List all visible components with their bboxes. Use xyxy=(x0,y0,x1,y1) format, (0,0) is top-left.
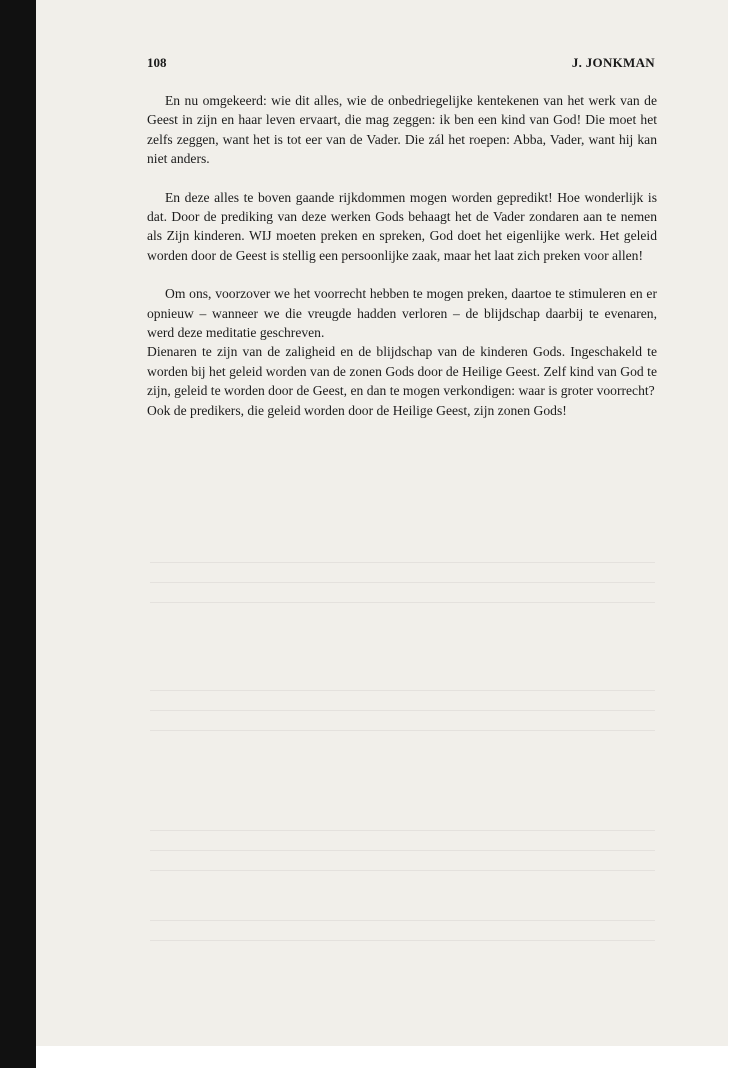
show-through-line xyxy=(150,710,655,711)
paragraph: Ook de predikers, die geleid worden door de Heilige Geest, zijn zonen Gods! xyxy=(147,402,567,418)
paragraph: En nu omgekeerd: wie dit alles, wie de onbedriegelijke kentekenen van het werk van de Geest in zijn en haar leven ervaart, die mag zeggen: ik ben een kind van God! Die moet het zelfs zeggen, want het is tot eer van de Vader. Die zál het roepen: Abba, Vader, want hij kan niet anders. xyxy=(147,93,657,167)
running-head-author: J. JONKMAN xyxy=(571,55,655,70)
show-through-line xyxy=(150,562,655,563)
body-text xyxy=(147,91,657,420)
page-number: 108 xyxy=(147,55,167,70)
show-through-line xyxy=(150,602,655,603)
scan-binding-shadow xyxy=(0,0,36,1068)
paragraph: Dienaren te zijn van de zaligheid en de blijdschap van de kinderen Gods. Ingeschakeld te worden bij het geleid worden van de zonen Gods door de Heilige Geest. Zelf kind van God te zijn, geleid te worden door de Geest, en dan te mogen verkondigen: waar is groter voorrecht? xyxy=(147,344,657,399)
scan-right-margin xyxy=(728,0,738,1068)
show-through-line xyxy=(150,830,655,831)
show-through-line xyxy=(150,730,655,731)
show-through-line xyxy=(150,870,655,871)
show-through-line xyxy=(150,582,655,583)
scan-bottom-margin xyxy=(36,1046,736,1068)
paragraph: Om ons, voorzover we het voorrecht hebben te mogen preken, daartoe te stimuleren en er opnieuw – wanneer we die vreugde hadden verloren – de blijdschap daarbij te evenaren, werd deze meditatie geschreven. xyxy=(147,286,657,341)
show-through-line xyxy=(150,940,655,941)
show-through-line xyxy=(150,690,655,691)
show-through-line xyxy=(150,850,655,851)
show-through-line xyxy=(150,920,655,921)
running-head xyxy=(147,55,655,75)
paragraph: En deze alles te boven gaande rijkdommen mogen worden gepredikt! Hoe wonderlijk is dat. Door de prediking van deze werken Gods behaagt het de Vader zondaren aan te nemen als Zijn kinderen. WIJ moeten preken en spreken, God doet het eigenlijke werk. Het geleid worden door de Geest is stellig een persoonlijke zaak, maar het laat zich preken voor allen! xyxy=(147,189,657,263)
